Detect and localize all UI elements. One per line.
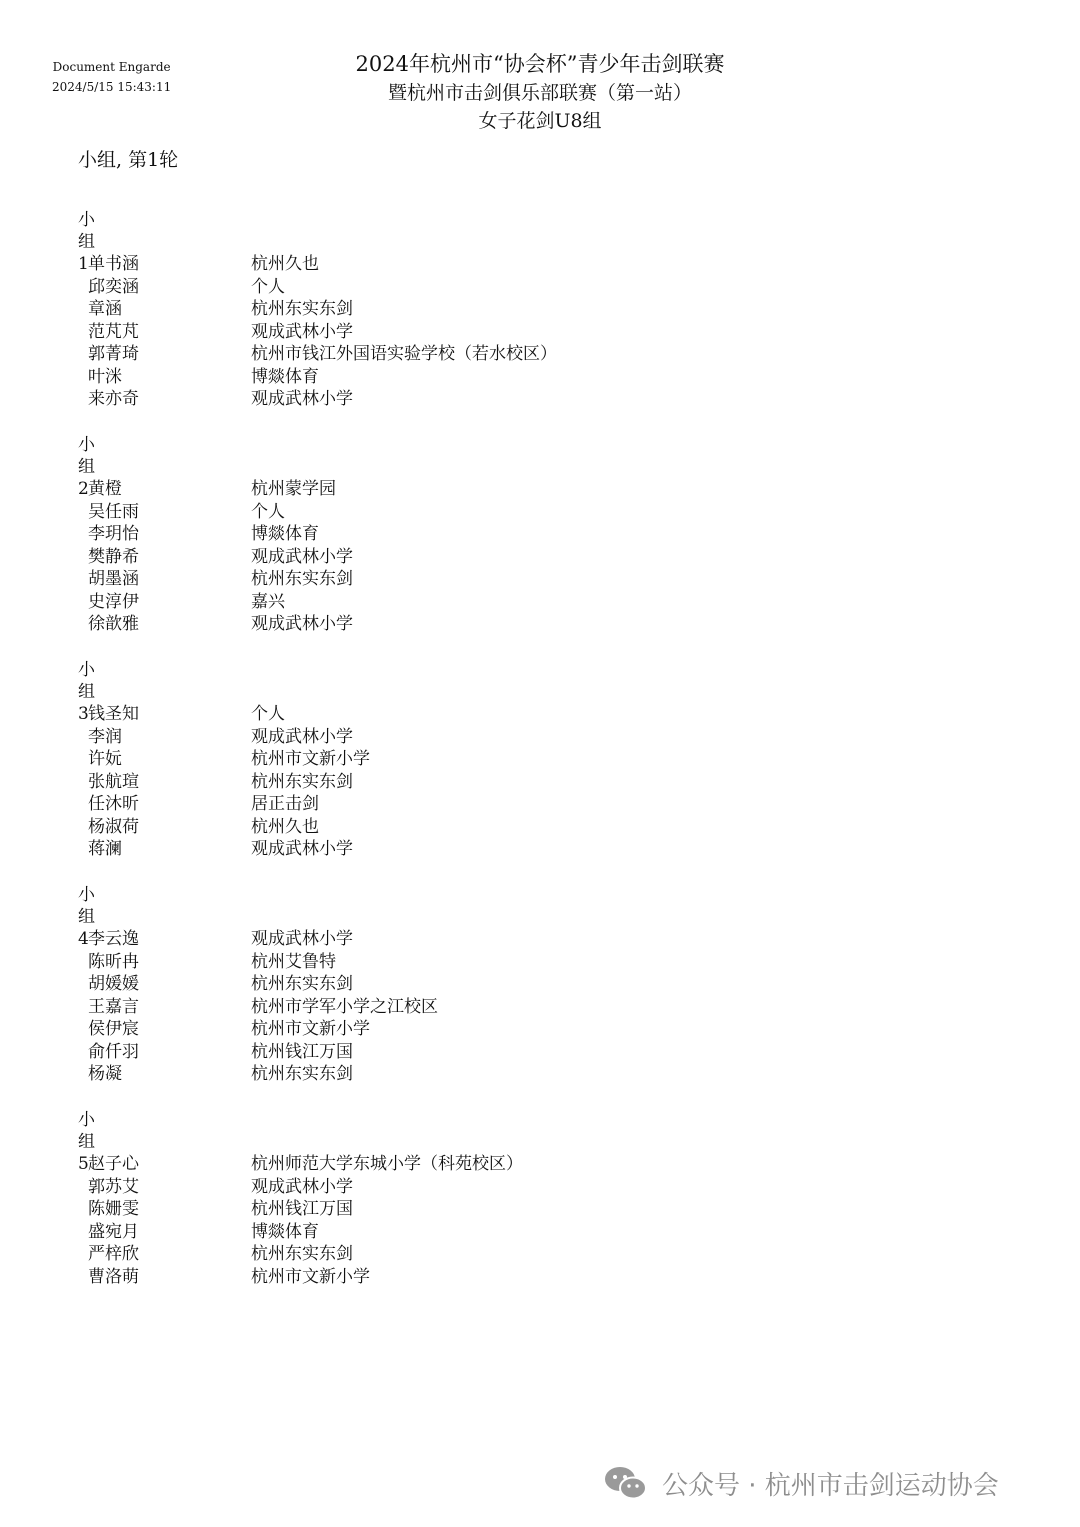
fencer-name: 李玥怡 [88,524,139,544]
fencer-name: 陈昕冉 [88,951,139,972]
fencer-name: 徐歆雅 [88,614,139,634]
fencer-club: 观成武林小学 [251,929,353,949]
fencer-club: 杭州师范大学东城小学（科苑校区） [251,1154,523,1174]
pool-title: 小组4 [78,885,95,949]
round-title: 小组, 第1轮 [78,149,179,171]
fencer-club: 杭州久也 [251,254,319,274]
fencer-club: 杭州东实东剑 [251,299,353,319]
fencer-club: 居正击剑 [251,794,319,814]
fencer-club: 杭州钱江万国 [251,1041,353,1062]
fencer-name: 蒋澜 [88,839,122,859]
fencer-club: 观成武林小学 [251,389,353,409]
fencer-club: 杭州东实东剑 [251,974,353,994]
fencer-name: 史淳伊 [88,591,139,612]
fencer-name: 侯伊宸 [88,1019,139,1039]
event-category: 女子花剑U8组 [478,110,602,132]
fencer-club: 博燚体育 [251,366,319,387]
fencer-club: 观成武林小学 [251,546,353,567]
fencer-name: 郭苏艾 [88,1176,139,1197]
fencer-name: 单书涵 [88,254,139,274]
fencer-name: 许妧 [88,749,122,769]
fencer-club: 杭州市学军小学之江校区 [251,996,438,1017]
fencer-club: 杭州东实东剑 [251,1064,353,1084]
fencer-name: 叶洣 [88,366,122,387]
wechat-icon [604,1465,648,1501]
fencer-name: 邱奕涵 [88,276,139,297]
fencer-club: 杭州市文新小学 [251,749,370,769]
fencer-name: 赵子心 [88,1154,139,1174]
print-timestamp: 2024/5/15 15:43:11 [52,80,172,94]
fencer-name: 曹洛萌 [88,1266,139,1287]
fencer-club: 观成武林小学 [251,839,353,859]
watermark-text: 公众号 · 杭州市击剑运动协会 [662,1470,999,1501]
pool-title: 小组2 [78,435,95,499]
fencer-name: 李润 [88,726,122,747]
fencer-name: 郭菁琦 [88,344,139,364]
fencer-name: 陈姗雯 [88,1199,139,1219]
fencer-name: 章涵 [88,299,122,319]
fencer-club: 杭州东实东剑 [251,569,353,589]
software-name: Document Engarde [52,60,171,74]
fencer-name: 杨淑荷 [88,816,139,837]
fencer-name: 钱圣知 [88,704,139,724]
fencer-name: 胡媛媛 [88,974,139,994]
fencer-club: 个人 [251,501,285,522]
fencer-club: 博燚体育 [251,1221,319,1242]
pool-title: 小组3 [78,660,95,724]
fencer-club: 杭州蒙学园 [251,479,336,499]
fencer-club: 杭州艾鲁特 [251,951,336,972]
pool-title: 小组1 [78,210,95,274]
fencer-club: 个人 [251,276,285,297]
fencer-name: 张航瑄 [88,771,139,792]
watermark [604,1463,999,1503]
fencer-club: 杭州久也 [251,816,319,837]
fencer-name: 李云逸 [88,929,139,949]
fencer-name: 黄橙 [88,479,122,499]
fencer-club: 杭州钱江万国 [251,1199,353,1219]
page-subtitle: 暨杭州市击剑俱乐部联赛（第一站） [387,82,692,104]
fencer-club: 观成武林小学 [251,614,353,634]
fencer-club: 杭州市文新小学 [251,1266,370,1287]
fencer-name: 任沐昕 [88,794,139,814]
fencer-club: 博燚体育 [251,524,319,544]
fencer-name: 严梓欣 [88,1244,139,1264]
fencer-club: 嘉兴 [251,591,285,612]
fencer-name: 王嘉言 [88,996,139,1017]
fencer-name: 俞仟羽 [88,1041,139,1062]
fencer-name: 胡墨涵 [88,569,139,589]
fencer-name: 来亦奇 [88,389,139,409]
fencer-club: 杭州东实东剑 [251,771,353,792]
fencer-name: 樊静希 [88,546,139,567]
fencer-club: 观成武林小学 [251,726,353,747]
fencer-club: 杭州市文新小学 [251,1019,370,1039]
fencer-name: 杨凝 [88,1064,122,1084]
fencer-club: 杭州市钱江外国语实验学校（若水校区） [251,344,557,364]
fencer-club: 个人 [251,704,285,724]
fencer-name: 吴任雨 [88,501,139,522]
fencer-club: 杭州东实东剑 [251,1244,353,1264]
fencer-club: 观成武林小学 [251,321,353,342]
fencer-name: 范芃芃 [88,321,139,342]
fencer-name: 盛宛月 [88,1221,139,1242]
page-title: 2024年杭州市“协会杯”青少年击剑联赛 [355,52,725,76]
pool-title: 小组5 [78,1110,95,1174]
fencer-club: 观成武林小学 [251,1176,353,1197]
